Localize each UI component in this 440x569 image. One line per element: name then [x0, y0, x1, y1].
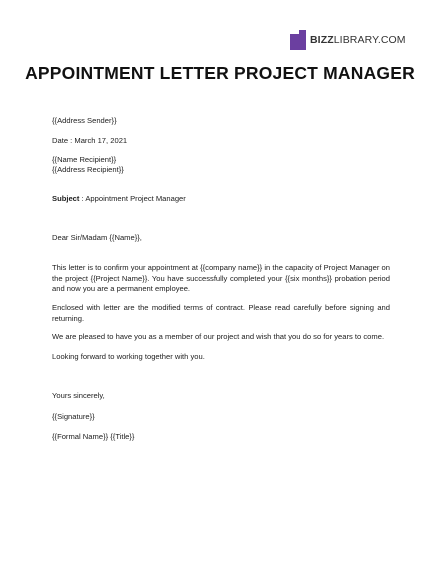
- formal-name-title: {{Formal Name}} {{Title}}: [52, 432, 135, 441]
- closing: Yours sincerely,: [52, 391, 105, 400]
- logo-text: [310, 34, 406, 46]
- paragraph-pleased: We are pleased to have you as a member of our project and wish that you do so for years to come.: [52, 332, 385, 341]
- address-sender: {{Address Sender}}: [52, 116, 117, 125]
- logo-text-rest: LIBRARY.COM: [333, 34, 406, 46]
- logo-mark-icon: [290, 30, 306, 50]
- subject-line: [52, 194, 186, 205]
- logo-text-bold: BIZZ: [310, 34, 334, 46]
- address-recipient: {{Address Recipient}}: [52, 165, 124, 174]
- subject-text: : Appointment Project Manager: [79, 194, 186, 203]
- paragraph-enclosed: Enclosed with letter are the modified terms of contract. Please read carefully before signing and returning.: [52, 303, 390, 323]
- document-title: APPOINTMENT LETTER PROJECT MANAGER: [25, 63, 415, 83]
- letter-date: Date : March 17, 2021: [52, 136, 128, 145]
- name-recipient: {{Name Recipient}}: [52, 155, 117, 164]
- salutation: Dear Sir/Madam {{Name}},: [52, 233, 142, 242]
- paragraph-looking-forward: Looking forward to working together with you.: [52, 352, 205, 361]
- bizzlibrary-logo[interactable]: [290, 30, 406, 50]
- signature-placeholder: {{Signature}}: [52, 412, 95, 421]
- subject-label: Subject: [52, 194, 80, 203]
- paragraph-confirmation: This letter is to confirm your appointment at {{company name}} in the capacity of Project Manager on the project {{Project Name}}. You have successfully completed your {{six months}} probation period and now you are a permanent employee.: [52, 263, 390, 294]
